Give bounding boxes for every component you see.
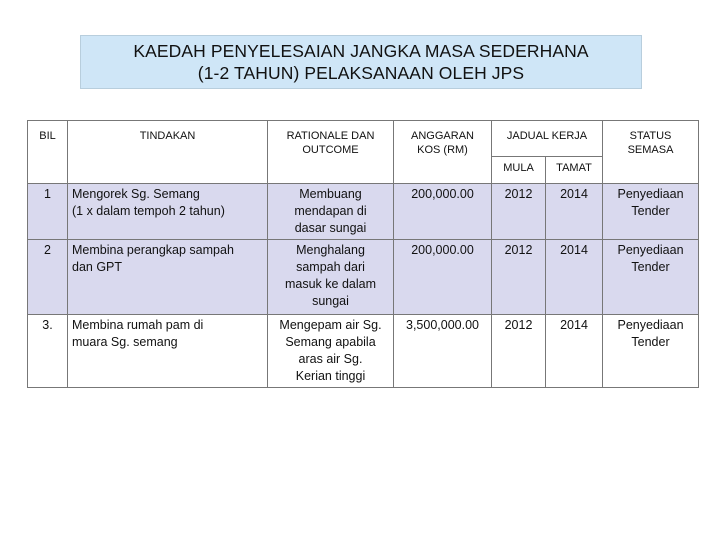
title-line-2: (1-2 TAHUN) PELAKSANAAN OLEH JPS <box>197 63 525 83</box>
cell-kos: 200,000.00 <box>394 240 492 315</box>
cell-rationale: Menghalang sampah dari masuk ke dalam sungai <box>268 240 394 315</box>
cell-tindakan: Membina perangkap sampah dan GPT <box>68 240 268 315</box>
cell-tamat: 2014 <box>546 184 603 240</box>
cell-tamat: 2014 <box>546 240 603 315</box>
cell-bil: 3. <box>28 315 68 388</box>
table-row <box>28 240 699 315</box>
table-row <box>28 315 699 388</box>
header-tamat: TAMAT <box>546 156 603 183</box>
title-line-1: KAEDAH PENYELESAIAN JANGKA MASA SEDERHANA <box>133 41 589 61</box>
slide-title-box <box>80 35 642 89</box>
cell-status: Penyediaan Tender <box>603 240 699 315</box>
cell-bil: 2 <box>28 240 68 315</box>
header-tindakan: TINDAKAN <box>68 121 268 184</box>
header-rationale: RATIONALE DAN OUTCOME <box>268 121 394 184</box>
cell-mula: 2012 <box>492 184 546 240</box>
cell-tamat: 2014 <box>546 315 603 388</box>
header-status: STATUS SEMASA <box>603 121 699 184</box>
cell-kos: 3,500,000.00 <box>394 315 492 388</box>
cell-rationale: Membuang mendapan di dasar sungai <box>268 184 394 240</box>
cell-status: Penyediaan Tender <box>603 315 699 388</box>
header-anggaran: ANGGARAN KOS (RM) <box>394 121 492 184</box>
header-bil: BIL <box>28 121 68 184</box>
cell-mula: 2012 <box>492 240 546 315</box>
cell-rationale: Mengepam air Sg. Semang apabila aras air Sg. Kerian tinggi <box>268 315 394 388</box>
cell-mula: 2012 <box>492 315 546 388</box>
header-mula: MULA <box>492 156 546 183</box>
header-row <box>28 121 699 157</box>
cell-bil: 1 <box>28 184 68 240</box>
table-row <box>28 184 699 240</box>
header-jadual-kerja: JADUAL KERJA <box>492 121 603 157</box>
action-plan-table <box>27 120 699 388</box>
cell-kos: 200,000.00 <box>394 184 492 240</box>
cell-tindakan: Mengorek Sg. Semang (1 x dalam tempoh 2 tahun) <box>68 184 268 240</box>
cell-tindakan: Membina rumah pam di muara Sg. semang <box>68 315 268 388</box>
cell-status: Penyediaan Tender <box>603 184 699 240</box>
